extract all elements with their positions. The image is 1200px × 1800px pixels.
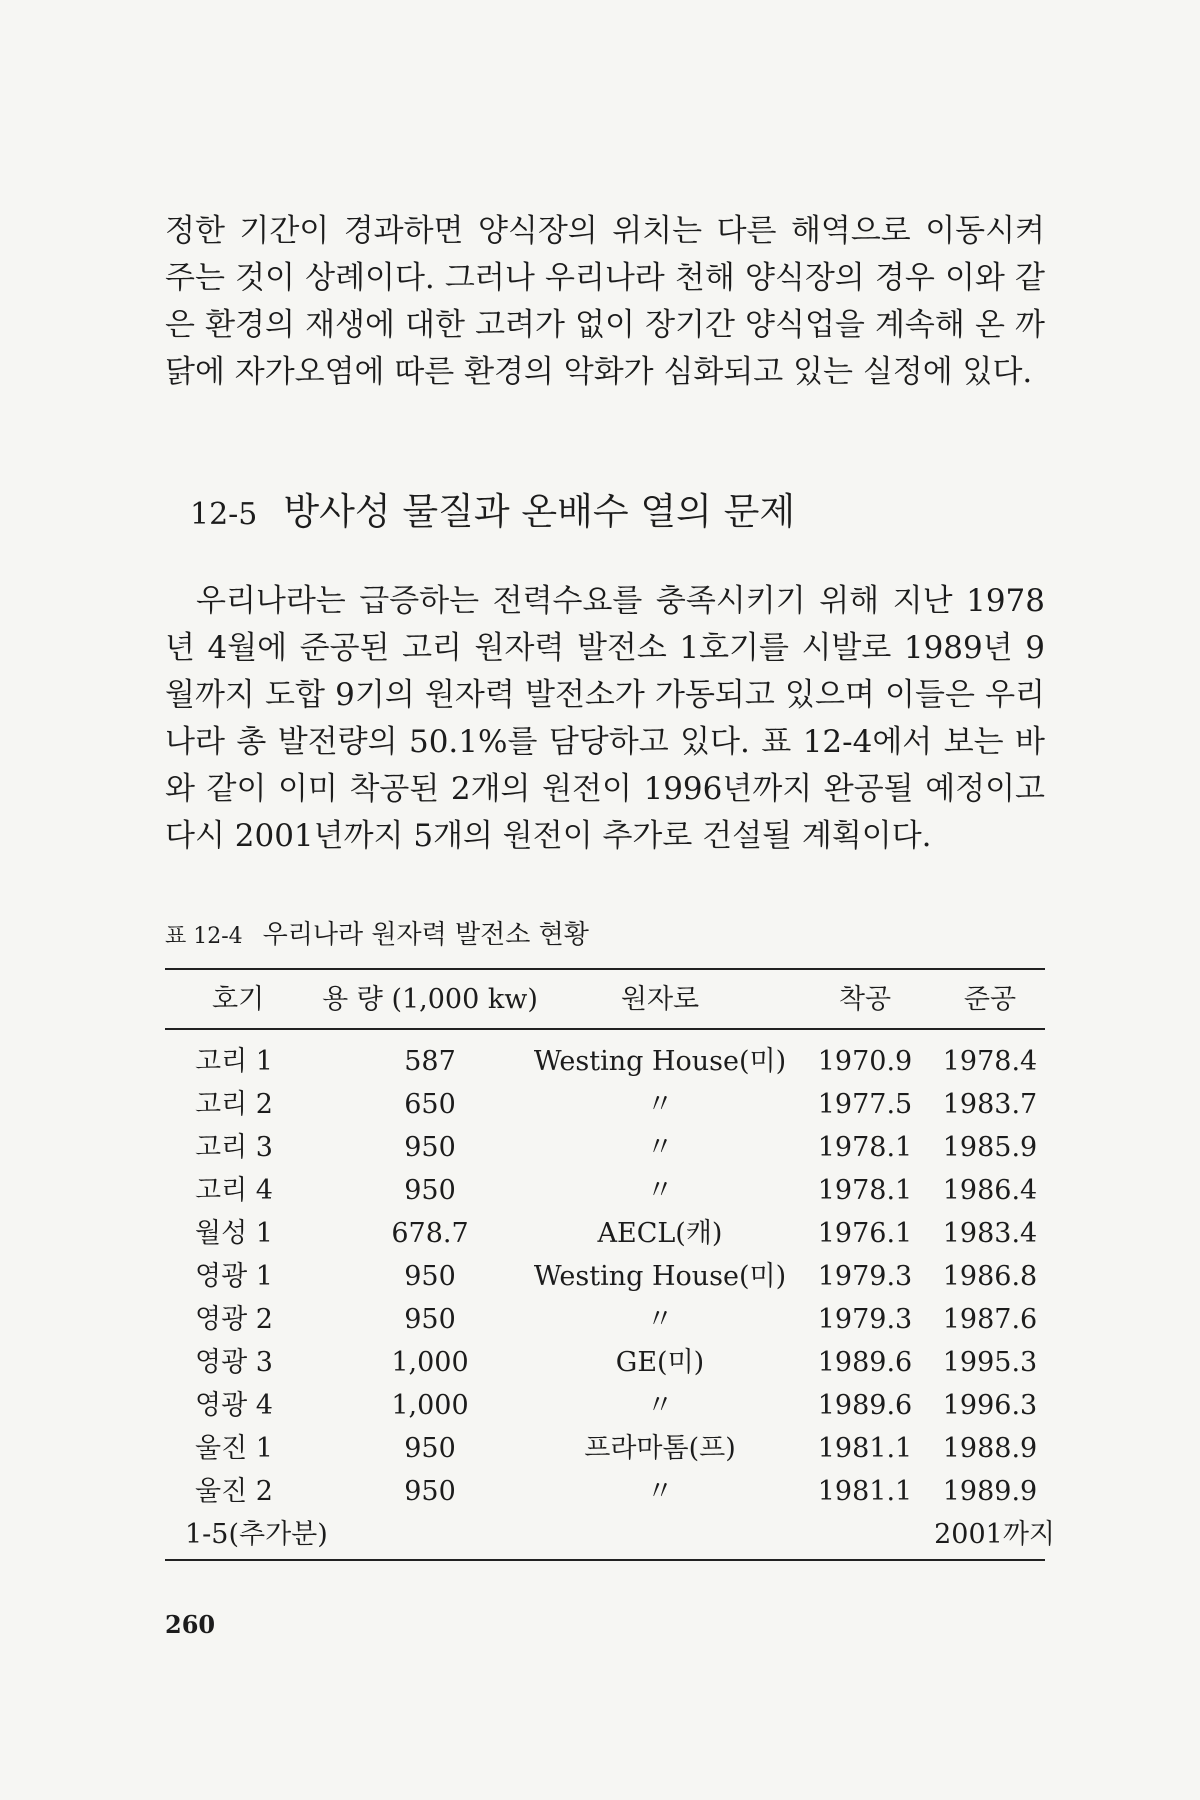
cell-end: 1989.9 xyxy=(942,1476,1038,1507)
table-row xyxy=(0,1169,1200,1212)
table-top-rule xyxy=(165,968,1045,970)
cell-capacity: 650 xyxy=(404,1089,456,1120)
footer-label: 1-5(추가분) xyxy=(185,1519,328,1550)
cell-reactor: 〃 xyxy=(646,1089,674,1120)
cell-capacity: 950 xyxy=(404,1132,456,1163)
body-paragraph xyxy=(165,578,1045,860)
cell-capacity: 1,000 xyxy=(391,1347,469,1378)
cell-unit: 월성 1 xyxy=(195,1218,273,1249)
table-row xyxy=(0,1126,1200,1169)
cell-reactor: 〃 xyxy=(646,1304,674,1335)
cell-unit: 고리 4 xyxy=(195,1175,273,1206)
cell-reactor: AECL(캐) xyxy=(597,1218,723,1249)
cell-reactor: Westing House(미) xyxy=(533,1046,787,1077)
cell-capacity: 950 xyxy=(404,1433,456,1464)
cell-capacity: 950 xyxy=(404,1304,456,1335)
header-capacity: 용 량 (1,000 kw) xyxy=(322,984,538,1015)
cell-reactor: 〃 xyxy=(646,1476,674,1507)
cell-start: 1979.3 xyxy=(817,1304,913,1335)
cell-end: 1995.3 xyxy=(942,1347,1038,1378)
cell-start: 1981.1 xyxy=(817,1433,913,1464)
cell-unit: 고리 1 xyxy=(195,1046,273,1077)
cell-start: 1978.1 xyxy=(817,1132,913,1163)
cell-start: 1989.6 xyxy=(817,1347,913,1378)
cell-capacity: 678.7 xyxy=(391,1218,469,1249)
header-start: 착공 xyxy=(838,984,892,1015)
table-caption-number: 표 12-4 xyxy=(165,924,243,949)
cell-start: 1979.3 xyxy=(817,1261,913,1292)
cell-reactor: 〃 xyxy=(646,1175,674,1206)
cell-end: 1983.7 xyxy=(942,1089,1038,1120)
cell-start: 1976.1 xyxy=(817,1218,913,1249)
table-row xyxy=(0,1212,1200,1255)
table-header-row xyxy=(0,978,1200,1022)
table-row xyxy=(0,1040,1200,1083)
intro-paragraph: 정한 기간이 경과하면 양식장의 위치는 다른 해역으로 이동시켜 주는 것이 상례이다. 그러나 우리나라 천해 양식장의 경우 이와 같은 환경의 재생에 대한 고려가 없이 장기간 양식업을 계속해 온 까닭에 자가오염에 따른 환경의 악화가 심화되고 있는 실정에 있다. xyxy=(165,213,1045,390)
cell-start: 1978.1 xyxy=(817,1175,913,1206)
cell-unit: 울진 1 xyxy=(195,1433,273,1464)
cell-unit: 영광 4 xyxy=(195,1390,273,1421)
cell-reactor: 〃 xyxy=(646,1132,674,1163)
table-row xyxy=(0,1255,1200,1298)
table-caption-title: 우리나라 원자력 발전소 현황 xyxy=(262,920,589,950)
cell-capacity: 1,000 xyxy=(391,1390,469,1421)
table-body xyxy=(0,1040,1200,1556)
table-caption xyxy=(165,917,589,955)
cell-end: 1985.9 xyxy=(942,1132,1038,1163)
footer-end: 2001까지 xyxy=(934,1519,1055,1550)
section-title: 방사성 물질과 온배수 열의 문제 xyxy=(283,490,796,533)
table-row xyxy=(0,1341,1200,1384)
cell-start: 1970.9 xyxy=(817,1046,913,1077)
table-row xyxy=(0,1470,1200,1513)
table-bottom-rule xyxy=(165,1559,1045,1561)
cell-unit: 울진 2 xyxy=(195,1476,273,1507)
table-row xyxy=(0,1298,1200,1341)
cell-reactor: 프라마톰(프) xyxy=(584,1433,736,1464)
table-row xyxy=(0,1384,1200,1427)
cell-start: 1977.5 xyxy=(817,1089,913,1120)
cell-unit: 영광 3 xyxy=(195,1347,273,1378)
cell-reactor: 〃 xyxy=(646,1390,674,1421)
header-reactor: 원자로 xyxy=(620,984,700,1015)
header-end: 준공 xyxy=(963,984,1017,1015)
cell-capacity: 587 xyxy=(404,1046,456,1077)
cell-capacity: 950 xyxy=(404,1476,456,1507)
header-unit: 호기 xyxy=(212,984,265,1015)
table-row xyxy=(0,1083,1200,1126)
page-number: 260 xyxy=(165,1610,216,1639)
cell-unit: 영광 1 xyxy=(195,1261,273,1292)
section-number: 12-5 xyxy=(190,497,258,532)
cell-reactor: GE(미) xyxy=(615,1347,705,1378)
table-row xyxy=(0,1427,1200,1470)
cell-unit: 고리 3 xyxy=(195,1132,273,1163)
cell-reactor: Westing House(미) xyxy=(533,1261,787,1292)
cell-end: 1978.4 xyxy=(942,1046,1038,1077)
section-heading xyxy=(190,488,795,539)
cell-start: 1981.1 xyxy=(817,1476,913,1507)
cell-end: 1987.6 xyxy=(942,1304,1038,1335)
table-header-rule xyxy=(165,1028,1045,1030)
cell-capacity: 950 xyxy=(404,1261,456,1292)
cell-end: 1996.3 xyxy=(942,1390,1038,1421)
body-paragraph-text: 우리나라는 급증하는 전력수요를 충족시키기 위해 지난 1978년 4월에 준공된 고리 원자력 발전소 1호기를 시발로 1989년 9월까지 도합 9기의 원자력 발전소가 가동되고 있으며 이들은 우리나라 총 발전량의 50.1%를 담당하고 있다. 표 12-4에서 보는 바와 같이 이미 착공된 2개의 원전이 1996년까지 완공될 예정이고 다시 2001년까지 5개의 원전이 추가로 건설될 계획이다. xyxy=(165,583,1045,854)
cell-end: 1983.4 xyxy=(942,1218,1038,1249)
cell-start: 1989.6 xyxy=(817,1390,913,1421)
cell-end: 1986.4 xyxy=(942,1175,1038,1206)
table-footer-row xyxy=(0,1513,1200,1556)
cell-unit: 영광 2 xyxy=(195,1304,273,1335)
cell-end: 1986.8 xyxy=(942,1261,1038,1292)
cell-end: 1988.9 xyxy=(942,1433,1038,1464)
cell-capacity: 950 xyxy=(404,1175,456,1206)
cell-unit: 고리 2 xyxy=(195,1089,273,1120)
